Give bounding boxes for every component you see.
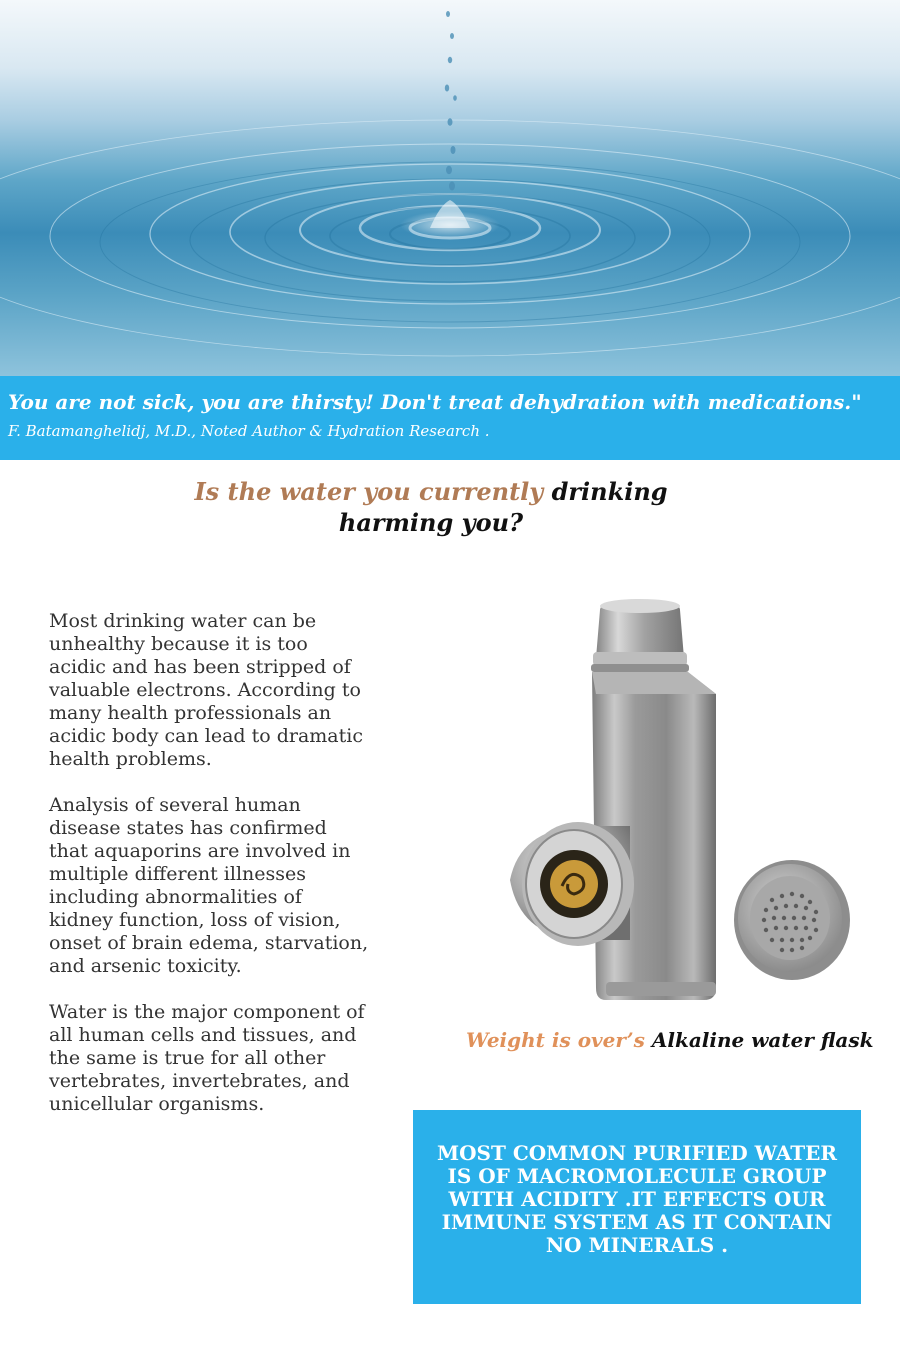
body-paragraph: Analysis of several human disease states has confirmed that aquaporins are involved in multiple different illnesses including abnormalities of kidney function, loss of vision, onset of brain edema, starvation, and arsenic toxicity. xyxy=(49,794,369,977)
hero-water-image xyxy=(0,0,900,376)
product-caption xyxy=(466,1028,873,1052)
quote-banner xyxy=(0,376,900,460)
caption-accent: Weight is over’s xyxy=(466,1028,645,1052)
water-ripple-illustration xyxy=(0,0,900,376)
page-headline xyxy=(0,476,862,538)
headline-rest: drinking xyxy=(543,477,668,506)
alkaline-flask-image xyxy=(480,590,880,1020)
body-paragraph: Most drinking water can be unhealthy because it is too acidic and has been stripped of valuable electrons. According to many health professionals an acidic body can lead to dramatic health problems. xyxy=(49,610,363,770)
quote-author: F. Batamanghelidj, M.D., Noted Author & Hydration Research . xyxy=(8,422,490,440)
headline-line2: harming you? xyxy=(338,508,524,537)
info-callout-box xyxy=(413,1110,861,1304)
quote-text: You are not sick, you are thirsty! Don't treat dehydration with medications." xyxy=(8,390,862,414)
info-callout-text: MOST COMMON PURIFIED WATER IS OF MACROMOLECULE GROUP WITH ACIDITY .IT EFFECTS OUR IMMUNE SYSTEM AS IT CONTAIN NO MINERALS . xyxy=(436,1141,838,1257)
headline-accent: Is the water you currently xyxy=(194,477,544,506)
body-copy xyxy=(49,610,369,1139)
body-paragraph: Water is the major component of all human cells and tissues, and the same is true for all other vertebrates, invertebrates, and unicellular organisms. xyxy=(49,1001,365,1115)
caption-rest: Alkaline water flask xyxy=(644,1028,874,1052)
